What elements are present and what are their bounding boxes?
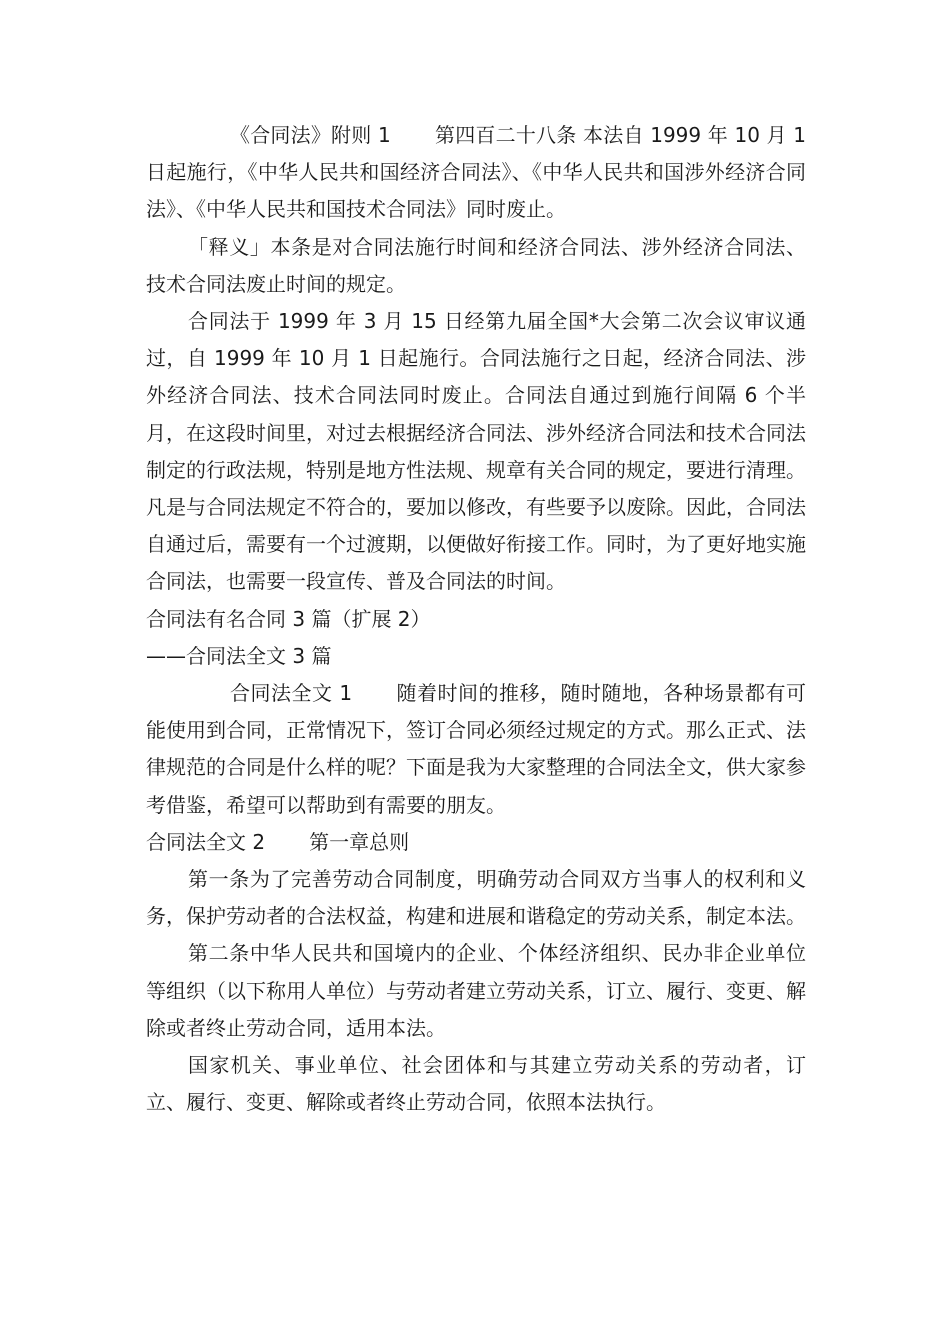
paragraph-article-2 (146, 935, 806, 1047)
enactment-history-text: 合同法于 1999 年 3 月 15 日经第九届全国*大会第二次会议审议通过，自 1999 年 10 月 1 日起施行。合同法施行之日起，经济合同法、涉外经济合同法、技术合同法同时废止。合同法自通过到施行间隔 6 个半月，在这段时间里，对过去根据经济合同法、涉外经济合同法和技术合同法制定的行政法规，特别是地方性法规、规章有关合同的规定，要进行清理。凡是与合同法规定不符合的，要加以修改，有些要予以废除。因此，合同法自通过后，需要有一个过渡期，以便做好衔接工作。同时，为了更好地实施合同法，也需要一段宣传、普及合同法的时间。 (146, 309, 806, 594)
full-text-2-title: 合同法全文 2 (146, 829, 266, 854)
named-contracts-heading: 合同法有名合同 3 篇（扩展 2） (146, 606, 431, 631)
paragraph-appendix-article-428 (146, 117, 806, 229)
paragraph-full-text-1 (146, 675, 806, 824)
appendix-title: 《合同法》附则 1 (230, 123, 391, 147)
state-organs-text: 国家机关、事业单位、社会团体和与其建立劳动关系的劳动者，订立、履行、变更、解除或者终止劳动合同，依照本法执行。 (146, 1053, 806, 1115)
paragraph-enactment-history (146, 303, 806, 601)
document-body (146, 117, 806, 1121)
article-1-text: 第一条为了完善劳动合同制度，明确劳动合同双方当事人的权利和义务，保护劳动者的合法权益，构建和进展和谐稳定的劳动关系，制定本法。 (146, 867, 806, 929)
full-text-1-title: 合同法全文 1 (230, 681, 353, 706)
full-text-1-intro: 随着时间的推移，随时随地，各种场景都有可能使用到合同，正常情况下，签订合同必须经过规定的方式。那么正式、法律规范的合同是什么样的呢？下面是我为大家整理的合同法全文，供大家参考借鉴，希望可以帮助到有需要的朋友。 (146, 681, 806, 817)
full-text-subheading: ——合同法全文 3 篇 (146, 643, 332, 668)
interpretation-text: 「释义」本条是对合同法施行时间和经济合同法、涉外经济合同法、技术合同法废止时间的规定。 (146, 234, 806, 296)
section-heading-named-contracts (146, 601, 806, 638)
chapter-one-heading: 第一章总则 (309, 829, 410, 854)
paragraph-article-1 (146, 861, 806, 935)
paragraph-state-organs (146, 1047, 806, 1121)
section-subheading-full-text (146, 638, 806, 675)
article-2-text: 第二条中华人民共和国境内的企业、个体经济组织、民办非企业单位等组织（以下称用人单位）与劳动者建立劳动关系，订立、履行、变更、解除或者终止劳动合同，适用本法。 (146, 941, 806, 1040)
article-428-text: 第四百二十八条 本法自 1999 年 10 月 1 日起施行，《中华人民共和国经济合同法》、《中华人民共和国涉外经济合同法》、《中华人民共和国技术合同法》同时废止。 (146, 123, 807, 222)
paragraph-interpretation (146, 229, 806, 303)
paragraph-full-text-2 (146, 824, 806, 861)
